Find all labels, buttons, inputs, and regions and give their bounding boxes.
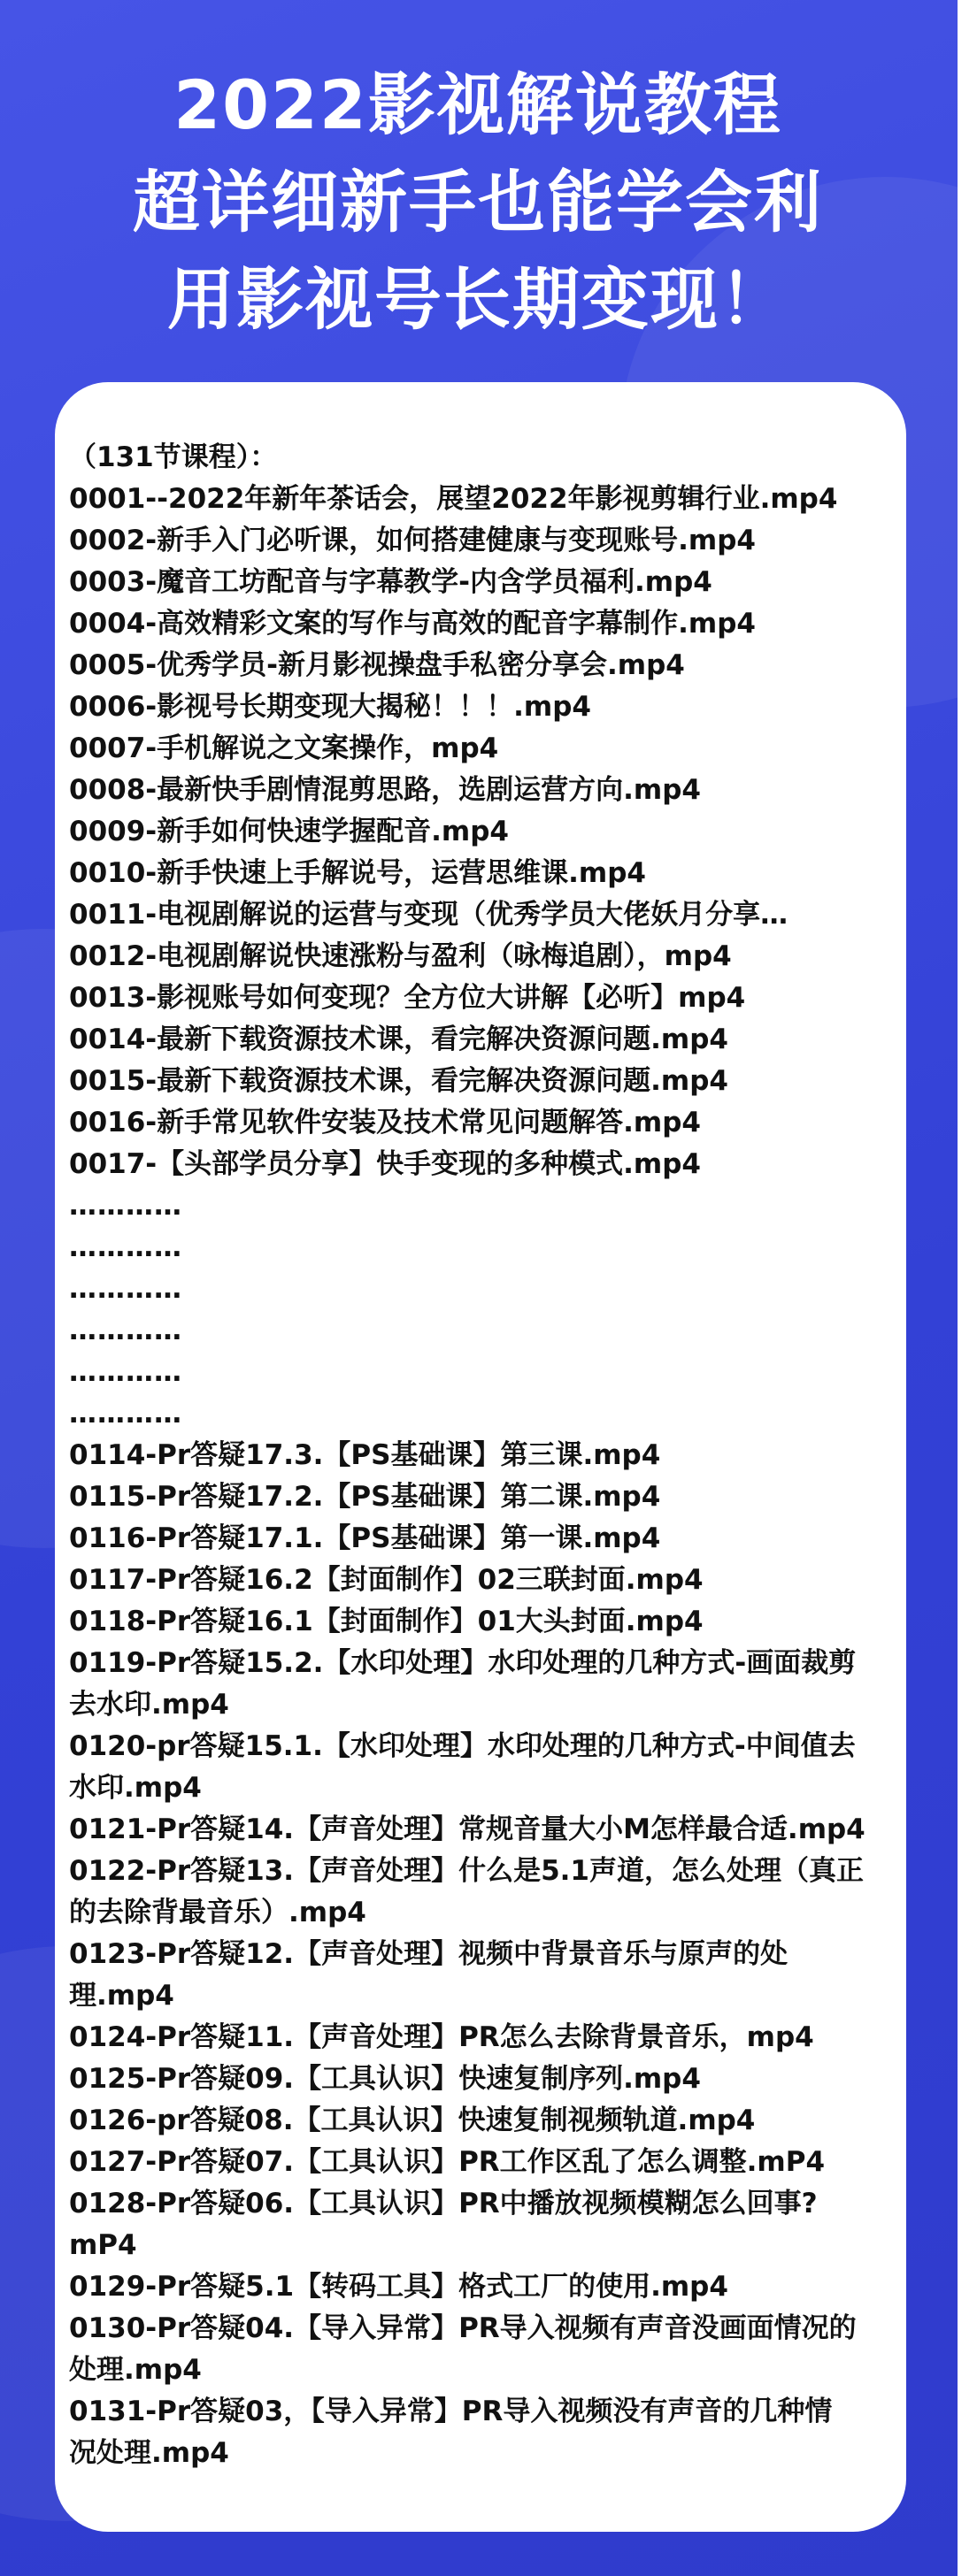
course-list-item: 0004-高效精彩文案的写作与高效的配音字幕制作.mp4 — [69, 608, 756, 640]
ellipsis-line: ………… — [69, 1356, 182, 1388]
course-list-item: 0114-Pr答疑17.3.【PS基础课】第三课.mp4 — [69, 1439, 661, 1471]
course-list-item: 0118-Pr答疑16.1【封面制作】01大头封面.mp4 — [69, 1606, 704, 1637]
course-list-item: 0016-新手常见软件安装及技术常见问题解答.mp4 — [69, 1107, 701, 1138]
course-list-item: 0013-影视账号如何变现？全方位大讲解【必听】mp4 — [69, 982, 746, 1014]
ellipsis-line: ………… — [69, 1398, 182, 1430]
course-list-item: 0002-新手入门必听课，如何搭建健康与变现账号.mp4 — [69, 525, 756, 556]
course-list-item: 0116-Pr答疑17.1.【PS基础课】第一课.mp4 — [69, 1522, 661, 1554]
page-title — [0, 57, 956, 349]
course-list-item: 0005-优秀学员-新月影视操盘手私密分享会.mp4 — [69, 649, 685, 681]
course-list-item: 处理.mp4 — [69, 2354, 202, 2386]
course-list-item: 0017-【头部学员分享】快手变现的多种模式.mp4 — [69, 1148, 701, 1180]
course-list-item: 0129-Pr答疑5.1【转码工具】格式工厂的使用.mp4 — [69, 2271, 728, 2303]
ellipsis-line: ………… — [69, 1231, 182, 1263]
course-list-item: 理.mp4 — [69, 1980, 174, 2012]
course-list-item: 去水印.mp4 — [69, 1689, 229, 1721]
course-list-item: 0006-影视号长期变现大揭秘！！！.mp4 — [69, 691, 591, 723]
title-line: 用影视号长期变现！ — [167, 260, 789, 339]
course-list-item: 0125-Pr答疑09.【工具认识】快速复制序列.mp4 — [69, 2063, 701, 2095]
course-list-item: 水印.mp4 — [69, 1772, 202, 1804]
course-list-item: 0130-Pr答疑04.【导入异常】PR导入视频有声音没画面情况的 — [69, 2312, 857, 2344]
course-list-item: 0117-Pr答疑16.2【封面制作】02三联封面.mp4 — [69, 1564, 704, 1596]
course-list-item: 0120-pr答疑15.1.【水印处理】水印处理的几种方式-中间值去 — [69, 1730, 856, 1762]
course-list-item: 0001--2022年新年茶话会，展望2022年影视剪辑行业.mp4 — [69, 483, 838, 515]
course-count-label: （131节课程）： — [69, 441, 278, 473]
course-list-item: 0131-Pr答疑03，【导入异常】PR导入视频没有声音的几种情 — [69, 2396, 833, 2427]
title-line: 超详细新手也能学会利 — [133, 163, 823, 242]
title-line: 2022影视解说教程 — [173, 65, 782, 144]
course-list — [69, 437, 892, 2474]
course-list-item: 0008-最新快手剧情混剪思路，选剧运营方向.mp4 — [69, 774, 701, 806]
course-list-item: 况处理.mp4 — [69, 2437, 229, 2469]
course-list-item: 0012-电视剧解说快速涨粉与盈利（咏梅追剧），mp4 — [69, 940, 732, 972]
course-list-item: 的去除背最音乐）.mp4 — [69, 1897, 366, 1928]
course-list-item: 0003-魔音工坊配音与字幕教学-内含学员福利.mp4 — [69, 566, 712, 598]
course-list-item: 0010-新手快速上手解说号，运营思维课.mp4 — [69, 857, 646, 889]
course-list-item: 0126-pr答疑08.【工具认识】快速复制视频轨道.mp4 — [69, 2104, 756, 2136]
course-list-item: 0015-最新下载资源技术课，看完解决资源问题.mp4 — [69, 1065, 728, 1097]
course-list-item: 0127-Pr答疑07.【工具认识】PR工作区乱了怎么调整.mP4 — [69, 2146, 826, 2178]
ellipsis-line: ………… — [69, 1273, 182, 1305]
right-edge-strip — [958, 0, 977, 2576]
ellipsis-line: ………… — [69, 1315, 182, 1346]
course-list-item: 0115-Pr答疑17.2.【PS基础课】第二课.mp4 — [69, 1481, 661, 1513]
course-list-item: 0007-手机解说之文案操作，mp4 — [69, 732, 499, 764]
course-list-item: 0128-Pr答疑06.【工具认识】PR中播放视频模糊怎么回事? — [69, 2188, 818, 2220]
course-list-item: 0011-电视剧解说的运营与变现（优秀学员大佬妖月分享… — [69, 899, 789, 931]
course-list-item: 0121-Pr答疑14.【声音处理】常规音量大小M怎样最合适.mp4 — [69, 1813, 865, 1845]
course-list-item: 0122-Pr答疑13.【声音处理】什么是5.1声道，怎么处理（真正 — [69, 1855, 864, 1887]
course-list-item: 0124-Pr答疑11.【声音处理】PR怎么去除背景音乐，mp4 — [69, 2021, 814, 2053]
course-list-item: 0123-Pr答疑12.【声音处理】视频中背景音乐与原声的处 — [69, 1938, 789, 1970]
ellipsis-line: ………… — [69, 1190, 182, 1222]
course-list-item: 0009-新手如何快速学握配音.mp4 — [69, 816, 509, 847]
course-list-item: 0119-Pr答疑15.2.【水印处理】水印处理的几种方式-画面裁剪 — [69, 1647, 857, 1679]
course-list-item: 0014-最新下载资源技术课，看完解决资源问题.mp4 — [69, 1024, 728, 1055]
course-list-item: mP4 — [69, 2229, 137, 2261]
